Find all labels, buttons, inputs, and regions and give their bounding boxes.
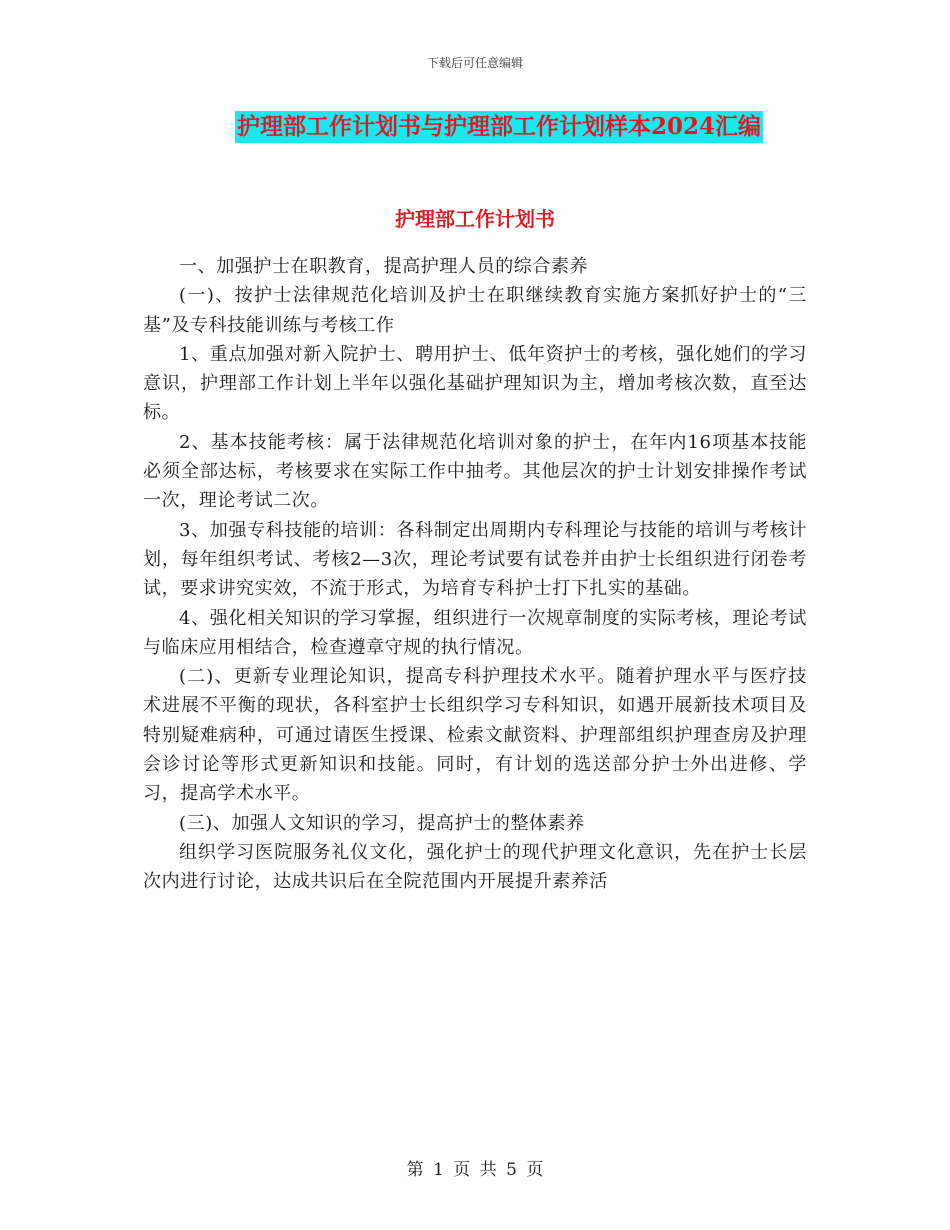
page-footer-number: 第 1 页 共 5 页: [406, 1160, 544, 1180]
paragraph-subheading-2: (二)、更新专业理论知识，提高专科护理技术水平。随着护理水平与医疗技术进展不平衡的现状，各科室护士长组织学习专科知识，如遇开展新技术项目及特别疑难病种，可通过请医生授课、检索文献资料、护理部组织护理查房及护理会诊讨论等形式更新知识和技能。同时，有计划的选送部分护士外出进修、学习，提高学术水平。: [143, 666, 807, 805]
document-title: 护理部工作计划书与护理部工作计划样本2024汇编: [235, 111, 763, 143]
paragraph: 4、强化相关知识的学习掌握，组织进行一次规章制度的实际考核，理论考试与临床应用相结合，检查遵章守规的执行情况。: [143, 607, 807, 658]
paragraph-subheading-3: (三)、加强人文知识的学习，提高护士的整体素养: [179, 812, 585, 834]
paragraph-heading-1: 一、加强护士在职教育，提高护理人员的综合素养: [179, 256, 589, 277]
paragraph-subheading-1: (一)、按护士法律规范化培训及护士在职继续教育实施方案抓好护士的“三基”及专科技能训练与考核工作: [143, 285, 807, 336]
document-body: [143, 252, 807, 897]
paragraph: 组织学习医院服务礼仪文化，强化护士的现代护理文化意识，先在护士长层次内进行讨论，达成共识后在全院范围内开展提升素养活: [143, 841, 807, 893]
paragraph: 1、重点加强对新入院护士、聘用护士、低年资护士的考核，强化她们的学习意识，护理部工作计划上半年以强化基础护理知识为主，增加考核次数，直至达标。: [143, 343, 807, 424]
document-title-container: [0, 111, 950, 143]
section-title: 护理部工作计划书: [395, 207, 555, 231]
page-header-note: 下载后可任意编辑: [426, 56, 523, 70]
paragraph: 2、基本技能考核：属于法律规范化培训对象的护士，在年内16项基本技能必须全部达标，考核要求在实际工作中抽考。其他层次的护士计划安排操作考试一次，理论考试二次。: [143, 431, 807, 512]
paragraph: 3、加强专科技能的培训：各科制定出周期内专科理论与技能的培训与考核计划，每年组织考试、考核2—3次，理论考试要有试卷并由护士长组织进行闭卷考试，要求讲究实效，不流于形式，为培育专科护士打下扎实的基础。: [143, 519, 807, 600]
